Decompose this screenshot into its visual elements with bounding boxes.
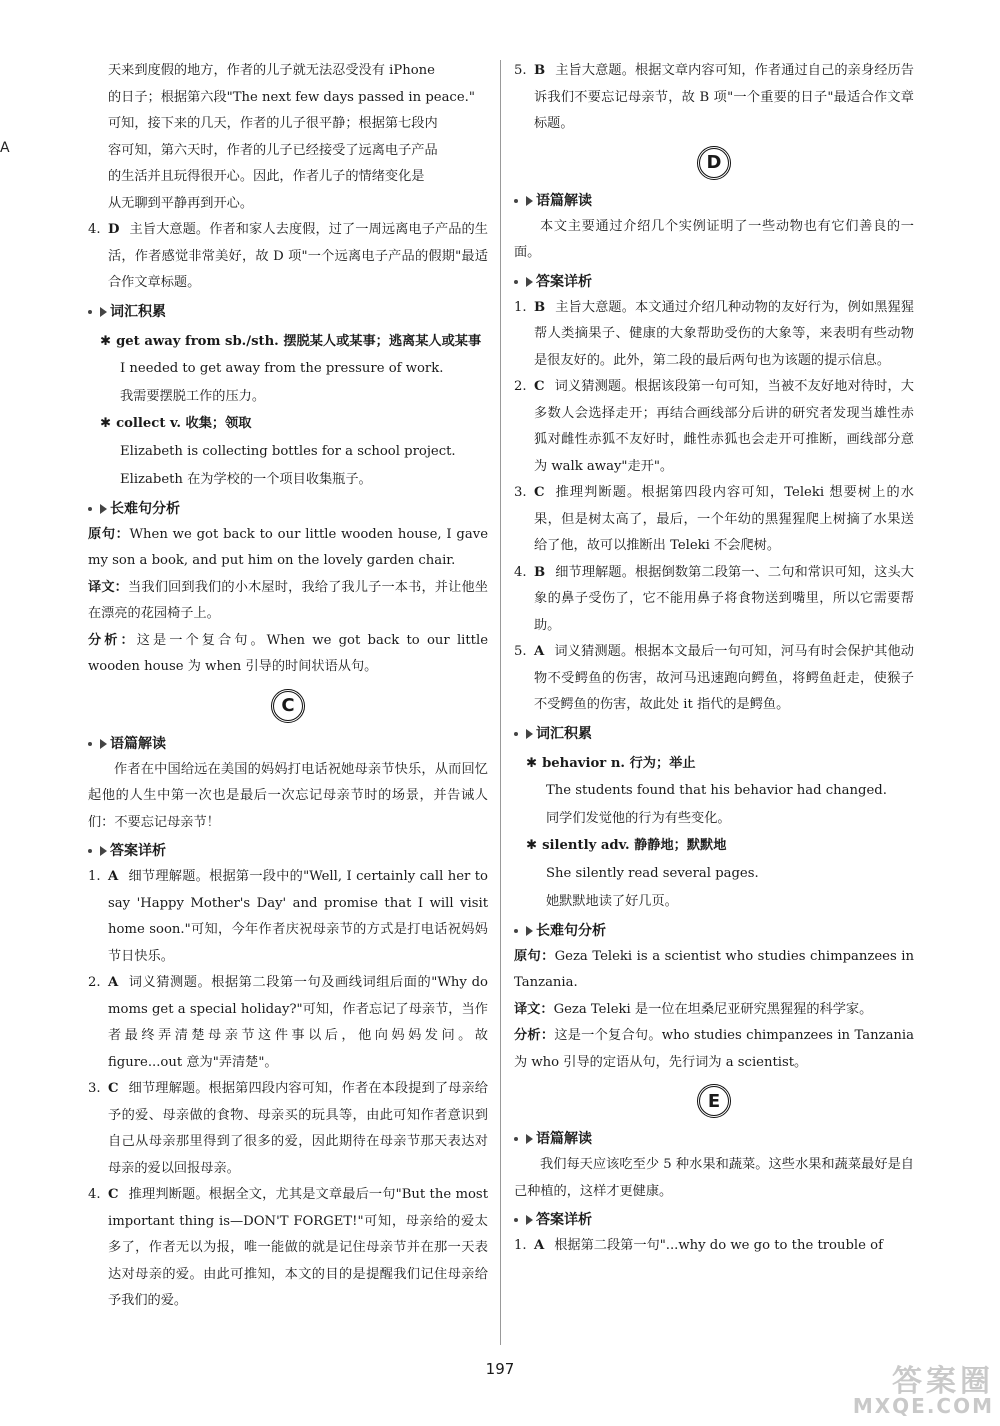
section-heading [514,269,914,295]
vocab-entry: ✱ behavior n. 行为；举止 [526,755,696,771]
text-line: 的日子；根据第六段"The next few days passed in peace." [108,89,475,105]
arrow-icon [526,277,533,287]
text-line: 的生活并且玩得很开心。因此，作者儿子的情绪变化是 [108,169,425,184]
bullet-dot-icon [88,507,92,511]
long-sentence-original: 原句：Geza Teleki is a scientist who studies chimpanzees in Tanzania. [514,948,914,990]
arrow-icon [526,729,533,739]
long-sentence-translation: 译文：Geza Teleki 是一位在坦桑尼亚研究黑猩猩的科学家。 [514,1001,873,1017]
section-title: 长难句分析 [110,500,180,517]
question-number: 4. [88,222,101,237]
section-title: 词汇积累 [536,725,592,742]
arrow-icon [526,1134,533,1144]
text-line: 从无聊到平静再到开心。 [108,195,254,211]
answer-item: 1. A 细节理解题。根据第一段中的"Well, I certainly call her to say 'Happy Mother's Day' and promise that I will visit home soon."可知，今年作者庆祝母亲节的方式是打电话祝妈妈节日快乐。 [88,869,488,964]
arrow-icon [526,926,533,936]
answer-item: 5. B 主旨大意题。根据文章内容可知，作者通过自己的亲身经历告诉我们不要忘记母亲节，故 B 项"一个重要的日子"最适合作文章标题。 [514,63,914,131]
section-title: 答案详析 [536,1212,592,1228]
section-heading [88,838,488,864]
arrow-icon [100,307,107,317]
vocab-example-en: She silently read several pages. [546,865,759,881]
vocab-entry [88,329,488,356]
passage-badge-c [88,689,488,723]
vocab-example-cn: Elizabeth 在为学校的一个项目收集瓶子。 [120,471,372,487]
vocab-head: collect v. 收集；领取 [116,416,252,431]
long-sentence-original: 原句：When we got back to our little wooden house, I gave my son a book, and put him on the lovely garden chair. [88,526,488,568]
section-title: 语篇解读 [110,735,166,752]
passage-summary: 本文主要通过介绍几个实例证明了一些动物也有它们善良的一面。 [514,218,914,260]
letter-badge-icon: D [697,146,731,180]
letter-badge-icon: C [271,689,305,723]
arrow-icon [526,1215,533,1225]
answer-item: 1. B 主旨大意题。本文通过介绍几种动物的友好行为，例如黑猩猩帮人类摘果子、健康的大象帮助受伤的大象等，来表明有些动物是很友好的。此外，第二段的最后两句也为该题的提示信息。 [514,299,914,368]
bullet-dot-icon [514,732,518,736]
bullet-dot-icon [88,849,92,853]
section-heading [514,188,914,214]
answer-item: 3. C 细节理解题。根据第四段内容可知，作者在本段提到了母亲给予的爱、母亲做的食物、母亲买的玩具等，由此可知作者意识到自己从母亲那里得到了很多的爱，因此期待在母亲节那天表达对母亲的爱以回报母亲。 [88,1081,488,1176]
bullet-dot-icon [514,199,518,203]
arrow-icon [100,504,107,514]
vocab-example-en: The students found that his behavior had changed. [546,783,887,798]
edge-mark: A [0,140,10,156]
left-column [88,58,488,1315]
bullet-dot-icon [514,1137,518,1141]
arrow-icon [100,846,107,856]
section-heading [514,918,914,944]
column-divider [500,60,501,1345]
text-line: 可知，接下来的几天，作者的儿子很平静；根据第七段内 [108,116,438,131]
asterisk-icon: ✱ [100,333,112,349]
section-heading [514,721,914,747]
passage-badge-e [514,1084,914,1118]
text-line: 天来到度假的地方，作者的儿子就无法忍受没有 iPhone [108,63,435,78]
arrow-icon [526,196,533,206]
passage-summary: 作者在中国给远在美国的妈妈打电话祝她母亲节快乐，从而回忆起他的人生中第一次也是最后一次忘记母亲节时的场景，并告诫人们：不要忘记母亲节！ [88,761,488,830]
page-number: 197 [485,1360,515,1378]
passage-badge-d [514,146,914,180]
bullet-dot-icon [514,929,518,933]
text-line: 容可知，第六天时，作者的儿子已经接受了远离电子产品 [108,142,438,158]
answer-item: 3. C 推理判断题。根据第四段内容可知，Teleki 想要树上的水果，但是树太高了，最后，一个年幼的黑猩猩爬上树摘了水果送给了他，故可以推断出 Teleki 不会爬树。 [514,485,914,553]
section-title: 语篇解读 [536,1131,592,1147]
answer-item: 4. C 推理判断题。根据全文，尤其是文章最后一句"But the most important thing is—DON'T FORGET!"可知，母亲给的爱太多了，作者无以为报，唯一能做的就是记住母亲节并在那一天表达对母亲的爱。由此可推知，本文的目的是提醒我们记住母亲给予我们的爱。 [88,1187,488,1308]
vocab-entry: ✱ silently adv. 静静地；默默地 [526,838,727,853]
arrow-icon [100,739,107,749]
vocab-example-en: Elizabeth is collecting bottles for a school project. [120,443,456,459]
asterisk-icon: ✱ [526,838,538,853]
vocab-entry [88,411,488,438]
section-title: 答案详析 [110,843,166,859]
right-column [514,58,914,1260]
asterisk-icon: ✱ [100,416,112,431]
answer-letter: D [108,222,120,237]
continued-text [88,58,488,217]
letter-badge-icon: E [697,1084,731,1118]
bullet-dot-icon [88,310,92,314]
answer-item: 2. A 词义猜测题。根据第二段第一句及画线词组后面的"Why do moms get a special holiday?"可知，作者忘记了母亲节，当作者最终弄清楚母亲节这件事以后，他向妈妈发问。故 figure...out 意为"弄清楚"。 [88,975,488,1070]
bullet-dot-icon [514,280,518,284]
passage-summary: 我们每天应该吃至少 5 种水果和蔬菜。这些水果和蔬菜最好是自己种植的，这样才更健康。 [514,1157,914,1199]
answer-item: 5. A 词义猜测题。根据本文最后一句可知，河马有时会保护其他动物不受鳄鱼的伤害，故河马迅速跑向鳄鱼，将鳄鱼赶走，使猴子不受鳄鱼的伤害，故此处 it 指代的是鳄鱼。 [514,644,914,712]
long-sentence-analysis: 分析：这是一个复合句。who studies chimpanzees in Tanzania 为 who 引导的定语从句，先行词为 a scientist。 [514,1028,914,1070]
section-heading [88,731,488,757]
section-heading [88,496,488,522]
bullet-dot-icon [514,1218,518,1222]
vocab-example-cn: 她默默地读了好几页。 [546,893,678,909]
answer-item [88,217,488,297]
section-title: 词汇积累 [110,303,166,320]
long-sentence-analysis: 分析：这是一个复合句。When we got back to our little wooden house 为 when 引导的时间状语从句。 [88,632,489,674]
section-heading [88,299,488,325]
vocab-example-cn: 同学们发觉他的行为有些变化。 [546,811,731,826]
section-heading [514,1126,914,1152]
section-title: 语篇解读 [536,192,592,209]
asterisk-icon: ✱ [526,755,538,771]
vocab-example-cn: 我需要摆脱工作的压力。 [120,389,266,404]
answer-text: 主旨大意题。作者和家人去度假，过了一周远离电子产品的生活，作者感觉非常美好，故 D 项"一个远离电子产品的假期"最适合作文章标题。 [108,222,488,290]
answer-item: 1. A 根据第二段第一句"...why do we go to the trouble of [514,1238,883,1253]
section-heading [514,1207,914,1233]
vocab-head: get away from sb./sth. 摆脱某人或某事；逃离某人或某事 [116,333,482,349]
long-sentence-translation: 译文：当我们回到我们的小木屋时，我给了我儿子一本书，并让他坐在漂亮的花园椅子上。 [88,579,488,621]
vocab-example-en: I needed to get away from the pressure of work. [120,361,444,376]
bullet-dot-icon [88,742,92,746]
watermark-logo: 答案圈 MXQE.COM [852,1364,994,1418]
section-title: 长难句分析 [536,922,606,939]
answer-item: 2. C 词义猜测题。根据该段第一句可知，当被不友好地对待时，大多数人会选择走开；再结合画线部分后讲的研究者发现当雄性赤狐对雌性赤狐不友好时，雌性赤狐也会走开可推断，画线部分意为 walk away"走开"。 [514,379,914,474]
section-title: 答案详析 [536,273,592,290]
answer-item: 4. B 细节理解题。根据倒数第二段第一、二句和常识可知，这头大象的鼻子受伤了，它不能用鼻子将食物送到嘴里，所以它需要帮助。 [514,564,914,633]
